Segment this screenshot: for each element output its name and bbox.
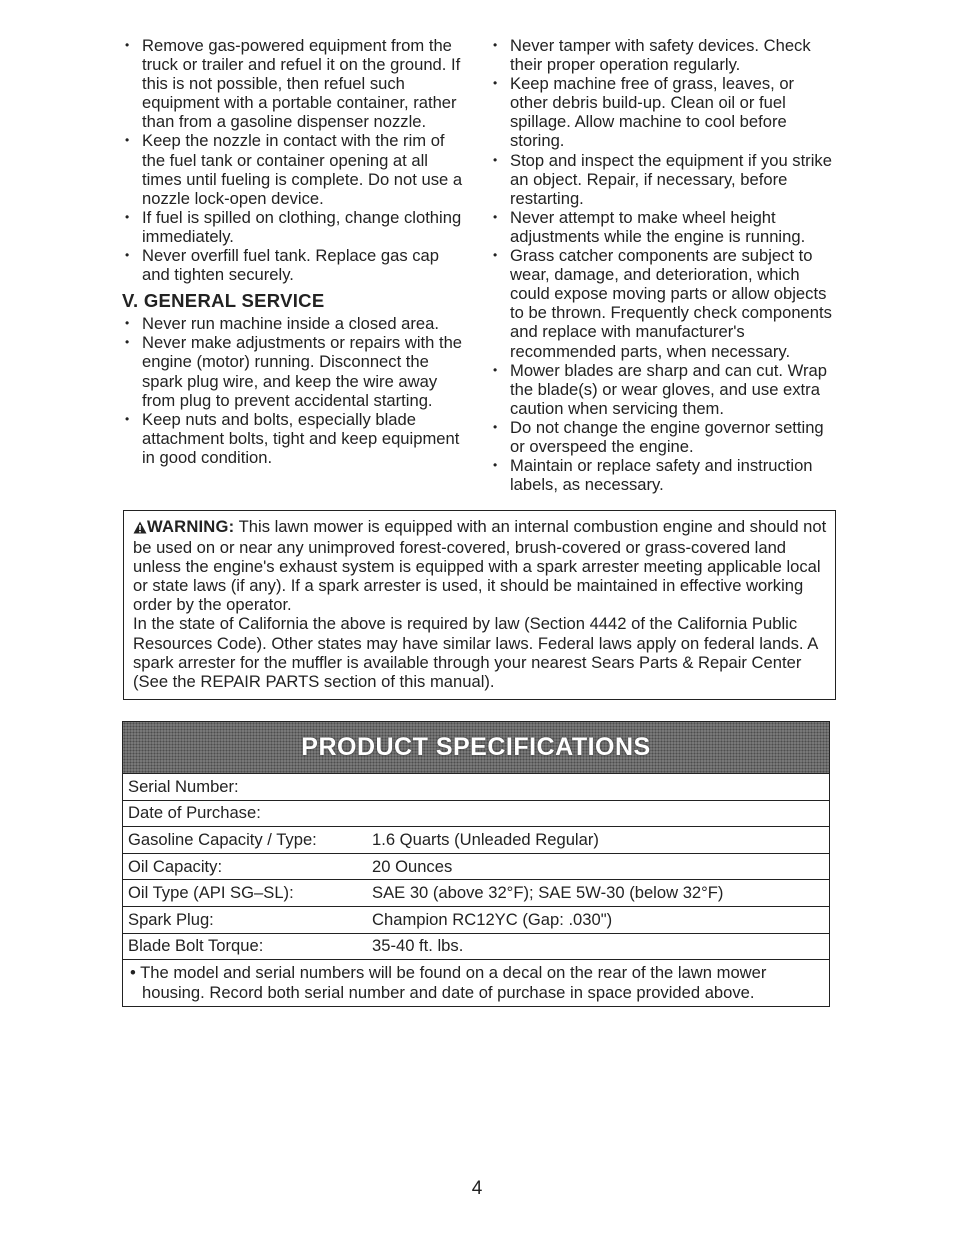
spec-label: Spark Plug: <box>128 909 214 929</box>
spec-row-date-of-purchase <box>123 801 829 828</box>
warning-text: This lawn mower is equipped with an internal combustion engine and should not be used on or near any unimproved forest-covered, brush-covered or grass-covered land unless the engine's exhaust system is equipped with a spark arrester meeting applicable local or state laws (if any). If a spark arrester is used, it should be maintained in effective working order by the operator. <box>133 517 827 615</box>
spark-arrester-warning-box <box>123 510 836 700</box>
refueling-list <box>122 36 467 284</box>
list-item: • Remove gas-powered equipment from the truck or trailer and refuel it on the ground. If this is not possible, then refuel such equipment with a portable container, rather than from a gasoline dispenser nozzle. <box>122 36 467 131</box>
spec-row-gasoline-capacity <box>123 827 829 854</box>
spec-label: Gasoline Capacity / Type: <box>128 829 317 849</box>
spec-row-blade-bolt-torque <box>123 934 829 961</box>
warning-label: WARNING: <box>147 517 235 536</box>
list-item: • Never run machine inside a closed area. <box>122 314 467 333</box>
list-item: • If fuel is spilled on clothing, change clothing immediately. <box>122 208 467 246</box>
specs-note <box>123 960 829 1006</box>
specs-header <box>123 722 829 774</box>
section-heading-general-service: V. GENERAL SERVICE <box>122 290 325 312</box>
page-number: 4 <box>471 1178 483 1199</box>
list-item: • Do not change the engine governor setting or overspeed the engine. <box>490 418 835 456</box>
california-law-paragraph: In the state of California the above is required by law (Section 4442 of the California Public Resources Code). Other states may have similar laws. Federal laws apply on federal lands. A spark arrester for the muffler is available through your nearest Sears Parts & Repair Center (See the REPAIR PARTS section of this manual). <box>133 614 818 691</box>
spec-label: Date of Purchase: <box>128 803 261 823</box>
service-safety-list <box>490 36 835 494</box>
general-service-list <box>122 314 467 467</box>
spec-value: 1.6 Quarts (Unleaded Regular) <box>372 829 599 849</box>
right-column <box>490 36 835 494</box>
spec-value: Champion RC12YC (Gap: .030") <box>372 909 613 929</box>
spec-value: 35-40 ft. lbs. <box>372 936 464 956</box>
warning-triangle-icon <box>133 519 147 538</box>
spec-label: Oil Capacity: <box>128 856 223 876</box>
serial-number-note: • The model and serial numbers will be found on a decal on the rear of the lawn mower housing. Record both serial number and date of purchase in space provided above. <box>130 963 767 1002</box>
list-item: • Keep nuts and bolts, especially blade attachment bolts, tight and keep equipment in good condition. <box>122 410 467 467</box>
spec-label: Oil Type (API SG–SL): <box>128 883 294 903</box>
spec-value: SAE 30 (above 32°F); SAE 5W-30 (below 32°F) <box>372 883 724 903</box>
list-item: • Mower blades are sharp and can cut. Wrap the blade(s) or wear gloves, and use extra caution when servicing them. <box>490 361 835 418</box>
left-column <box>122 36 467 467</box>
list-item: • Grass catcher components are subject to wear, damage, and deterioration, which could expose moving parts or allow objects to be thrown. Frequently check components and replace with manufacturer's recommended parts, when necessary. <box>490 246 835 361</box>
spec-row-serial-number <box>123 774 829 801</box>
product-specifications-table <box>122 721 830 1007</box>
list-item: • Stop and inspect the equipment if you strike an object. Repair, if necessary, before restarting. <box>490 151 835 208</box>
spec-row-oil-type <box>123 880 829 907</box>
list-item: • Keep the nozzle in contact with the rim of the fuel tank or container opening at all times until fueling is complete. Do not use a nozzle lock-open device. <box>122 131 467 207</box>
spec-label: Blade Bolt Torque: <box>128 936 264 956</box>
list-item: • Never tamper with safety devices. Check their proper operation regularly. <box>490 36 835 74</box>
spec-value: 20 Ounces <box>372 856 453 876</box>
list-item: • Never make adjustments or repairs with the engine (motor) running. Disconnect the spark plug wire, and keep the wire away from plug to prevent accidental starting. <box>122 333 467 409</box>
warning-paragraph <box>133 517 829 614</box>
list-item: • Never overfill fuel tank. Replace gas cap and tighten securely. <box>122 246 467 284</box>
list-item: • Maintain or replace safety and instruction labels, as necessary. <box>490 456 835 494</box>
specs-title: PRODUCT SPECIFICATIONS <box>301 733 651 761</box>
spec-row-oil-capacity <box>123 854 829 881</box>
spec-row-spark-plug <box>123 907 829 934</box>
spec-label: Serial Number: <box>128 776 239 796</box>
list-item: • Never attempt to make wheel height adjustments while the engine is running. <box>490 208 835 246</box>
list-item: • Keep machine free of grass, leaves, or other debris build-up. Clean oil or fuel spillage. Allow machine to cool before storing. <box>490 74 835 150</box>
